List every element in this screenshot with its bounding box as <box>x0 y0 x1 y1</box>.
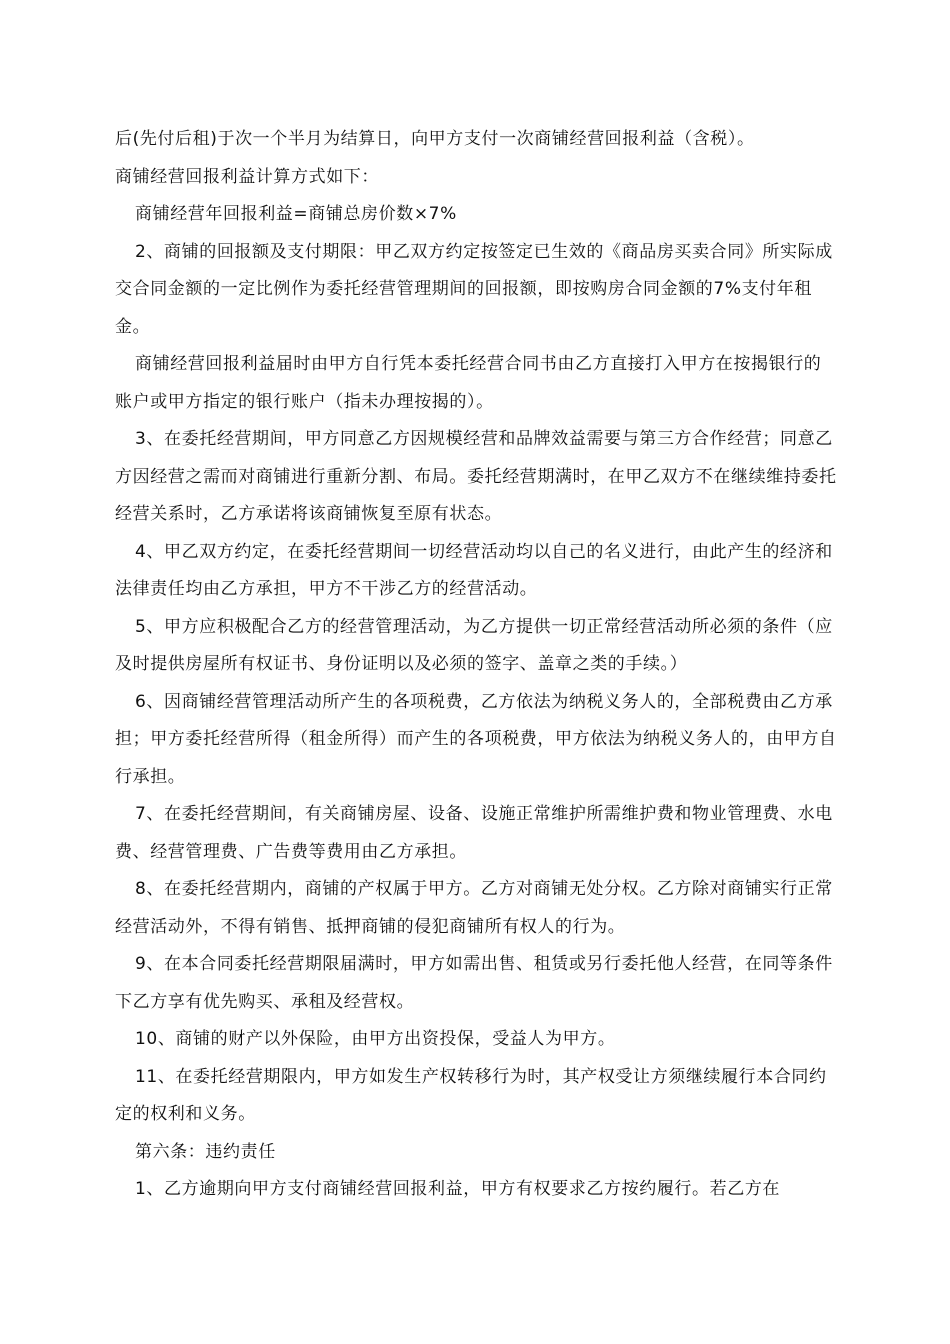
paragraph-calculation-intro: 商铺经营回报利益计算方式如下： <box>115 166 379 187</box>
clause-5: 5、甲方应积极配合乙方的经营管理活动，为乙方提供一切正常经营活动所必须的条件（应及时提供房屋所有权证书、身份证明以及必须的签字、盖章之类的手续。） <box>115 616 833 674</box>
clause-7: 7、在委托经营期间，有关商铺房屋、设备、设施正常维护所需维护费和物业管理费、水电费、经营管理费、广告费等费用由乙方承担。 <box>115 804 833 862</box>
section-heading-article-6: 第六条：违约责任 <box>135 1141 276 1162</box>
clause-3: 3、在委托经营期间，甲方同意乙方因规模经营和品牌效益需要与第三方合作经营；同意乙方因经营之需而对商铺进行重新分割、布局。委托经营期满时，在甲乙双方不在继续维持委托经营关系时，乙方承诺将该商铺恢复至原有状态。 <box>115 429 837 524</box>
clause-8: 8、在委托经营期内，商铺的产权属于甲方。乙方对商铺无处分权。乙方除对商铺实行正常经营活动外，不得有销售、抵押商铺的侵犯商铺所有权人的行为。 <box>115 879 833 937</box>
clause-9: 9、在本合同委托经营期限届满时，甲方如需出售、租赁或另行委托他人经营，在同等条件下乙方享有优先购买、承租及经营权。 <box>115 954 833 1012</box>
clause-2: 2、商铺的回报额及支付期限：甲乙双方约定按签定已生效的《商品房买卖合同》所实际成交合同金额的一定比例作为委托经营管理期间的回报额，即按购房合同金额的7%支付年租金。 <box>115 241 833 337</box>
paragraph-settlement-date: 后(先付后租)于次一个半月为结算日，向甲方支付一次商铺经营回报利益（含税）。 <box>115 129 755 149</box>
paragraph-payment-method: 商铺经营回报利益届时由甲方自行凭本委托经营合同书由乙方直接打入甲方在按揭银行的账户或甲方指定的银行账户（指未办理按揭的）。 <box>115 354 822 412</box>
paragraph-formula: 商铺经营年回报利益=商铺总房价数×7% <box>135 204 457 224</box>
clause-11: 11、在委托经营期限内，甲方如发生产权转移行为时，其产权受让方须继续履行本合同约定的权利和义务。 <box>115 1066 827 1124</box>
clause-4: 4、甲乙双方约定，在委托经营期间一切经营活动均以自己的名义进行，由此产生的经济和法律责任均由乙方承担，甲方不干涉乙方的经营活动。 <box>115 541 833 599</box>
clause-10: 10、商铺的财产以外保险，由甲方出资投保，受益人为甲方。 <box>135 1029 616 1049</box>
document-body <box>115 121 837 1209</box>
clause-6: 6、因商铺经营管理活动所产生的各项税费，乙方依法为纳税义务人的，全部税费由乙方承担；甲方委托经营所得（租金所得）而产生的各项税费，甲方依法为纳税义务人的，由甲方自行承担。 <box>115 691 837 787</box>
article-6-clause-1: 1、乙方逾期向甲方支付商铺经营回报利益，甲方有权要求乙方按约履行。若乙方在 <box>135 1179 781 1199</box>
